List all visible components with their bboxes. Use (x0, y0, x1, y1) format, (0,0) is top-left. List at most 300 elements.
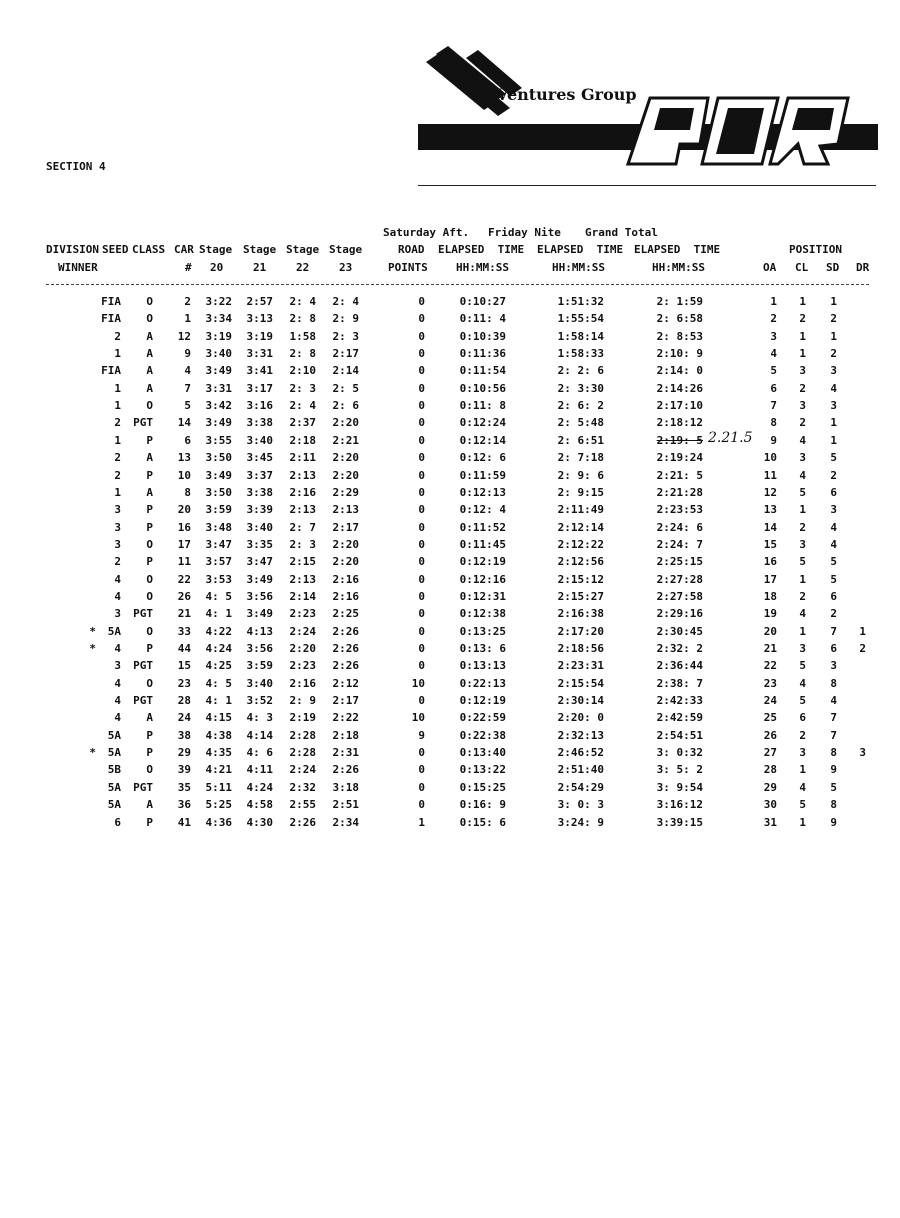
cell-fri: 2:17:20 (557, 625, 604, 638)
header-rule (418, 185, 876, 186)
cell-cls: O (146, 538, 153, 551)
cell-pts: 0 (418, 642, 425, 655)
cell-s21: 3:17 (246, 382, 273, 395)
cell-s20: 4:36 (205, 816, 232, 829)
header-hms-fri: HH:MM:SS (552, 261, 605, 274)
cell-cl: 3 (799, 451, 806, 464)
cell-s20: 3:31 (205, 382, 232, 395)
cell-cl: 4 (799, 677, 806, 690)
cell-car: 22 (177, 573, 191, 586)
cell-s21: 3:35 (246, 538, 273, 551)
cell-sat: 0:10:56 (459, 382, 506, 395)
cell-div: 1 (114, 434, 121, 447)
cell-cls: P (146, 555, 153, 568)
cell-car: 36 (177, 798, 191, 811)
cell-cls: O (146, 295, 153, 308)
cell-s23: 2:51 (332, 798, 359, 811)
cell-fri: 1:58:33 (557, 347, 604, 360)
cell-car: 24 (177, 711, 191, 724)
cell-sd: 1 (830, 295, 837, 308)
cell-s20: 3:57 (205, 555, 232, 568)
cell-tot: 2:23:53 (656, 503, 703, 516)
cell-fri: 2: 6: 2 (557, 399, 604, 412)
header-class: CLASS (132, 243, 166, 256)
cell-cl: 4 (799, 469, 806, 482)
cell-oa: 9 (770, 434, 777, 447)
cell-s22: 2:13 (289, 503, 316, 516)
cell-div: 4 (114, 711, 121, 724)
cell-tot: 2:54:51 (656, 729, 703, 742)
logo-text: Ventures Group (496, 85, 637, 104)
cell-m: * (89, 642, 96, 655)
cell-s22: 2: 9 (289, 694, 316, 707)
cell-s21: 3:52 (246, 694, 273, 707)
cell-tot: 2:19:24 (656, 451, 703, 464)
header-hms-sat: HH:MM:SS (456, 261, 509, 274)
cell-pts: 0 (418, 607, 425, 620)
cell-s22: 2:28 (289, 746, 316, 759)
header-position: POSITION (789, 243, 842, 256)
cell-sd: 9 (830, 816, 837, 829)
cell-fri: 1:55:54 (557, 312, 604, 325)
cell-car: 21 (177, 607, 191, 620)
cell-s21: 3:16 (246, 399, 273, 412)
cell-cl: 3 (799, 746, 806, 759)
header-grand-total: Grand Total (585, 226, 658, 239)
cell-sat: 0:11:59 (459, 469, 506, 482)
header-elapsed-fri: ELAPSED TIME (537, 243, 624, 256)
cell-oa: 11 (763, 469, 777, 482)
cell-s23: 2:20 (332, 538, 359, 551)
cell-s22: 2:24 (289, 763, 316, 776)
cell-pts: 10 (411, 711, 425, 724)
cell-car: 14 (177, 416, 191, 429)
cell-cls: A (146, 711, 153, 724)
cell-s23: 2:16 (332, 573, 359, 586)
header-stage20: Stage (199, 243, 233, 256)
cell-tot: 2:14: 0 (656, 364, 703, 377)
cell-car: 23 (177, 677, 191, 690)
cell-oa: 29 (763, 781, 777, 794)
cell-oa: 2 (770, 312, 777, 325)
cell-s23: 2: 9 (332, 312, 359, 325)
cell-oa: 22 (763, 659, 777, 672)
cell-sd: 5 (830, 451, 837, 464)
cell-cls: P (146, 642, 153, 655)
cell-s20: 3:49 (205, 364, 232, 377)
cell-cls: PGT (133, 659, 153, 672)
cell-cl: 5 (799, 798, 806, 811)
cell-fri: 1:51:32 (557, 295, 604, 308)
cell-tot: 2:14:26 (656, 382, 703, 395)
cell-pts: 0 (418, 763, 425, 776)
header-stage23: Stage (329, 243, 363, 256)
cell-s20: 4: 1 (205, 607, 232, 620)
cell-div: 5A (107, 798, 121, 811)
header-saturday: Saturday Aft. (383, 226, 470, 239)
cell-div: 1 (114, 382, 121, 395)
cell-s22: 2:26 (289, 816, 316, 829)
cell-cls: P (146, 434, 153, 447)
cell-s20: 4: 5 (205, 677, 232, 690)
cell-car: 12 (177, 330, 191, 343)
cell-oa: 27 (763, 746, 777, 759)
cell-s23: 2:12 (332, 677, 359, 690)
cell-sat: 0:13:22 (459, 763, 506, 776)
cell-sd: 8 (830, 746, 837, 759)
cell-cl: 2 (799, 729, 806, 742)
header-friday: Friday Nite (488, 226, 561, 239)
cell-s23: 2:14 (332, 364, 359, 377)
cell-cls: O (146, 763, 153, 776)
cell-sat: 0:12:14 (459, 434, 506, 447)
cell-fri: 2: 5:48 (557, 416, 604, 429)
cell-car: 28 (177, 694, 191, 707)
cell-fri: 1:58:14 (557, 330, 604, 343)
cell-fri: 2:18:56 (557, 642, 604, 655)
cell-car: 20 (177, 503, 191, 516)
cell-s20: 3:59 (205, 503, 232, 516)
cell-tot: 2:21:28 (656, 486, 703, 499)
cell-cls: PGT (133, 607, 153, 620)
cell-s21: 3:49 (246, 607, 273, 620)
header-cl: CL (795, 261, 809, 274)
cell-tot: 2:27:58 (656, 590, 703, 603)
cell-s21: 3:45 (246, 451, 273, 464)
cell-car: 10 (177, 469, 191, 482)
cell-oa: 23 (763, 677, 777, 690)
cell-s22: 2: 8 (289, 347, 316, 360)
cell-sd: 1 (830, 416, 837, 429)
cell-s23: 2:22 (332, 711, 359, 724)
cell-sd: 3 (830, 659, 837, 672)
cell-s21: 3:40 (246, 677, 273, 690)
cell-sat: 0:11:54 (459, 364, 506, 377)
cell-s21: 3:47 (246, 555, 273, 568)
header-hash: # (185, 261, 192, 274)
cell-fri: 2: 9: 6 (557, 469, 604, 482)
cell-fri: 2:15:54 (557, 677, 604, 690)
cell-sd: 4 (830, 694, 837, 707)
cell-s22: 2:15 (289, 555, 316, 568)
cell-cls: A (146, 347, 153, 360)
cell-cl: 4 (799, 781, 806, 794)
cell-s20: 3:55 (205, 434, 232, 447)
cell-s20: 5:11 (205, 781, 232, 794)
header-stage21: Stage (243, 243, 277, 256)
cell-oa: 10 (763, 451, 777, 464)
cell-cl: 4 (799, 607, 806, 620)
cell-cls: P (146, 469, 153, 482)
cell-s21: 4:30 (246, 816, 273, 829)
cell-s23: 2:13 (332, 503, 359, 516)
cell-oa: 12 (763, 486, 777, 499)
header-stage22: Stage (286, 243, 320, 256)
cell-pts: 0 (418, 503, 425, 516)
cell-tot: 2:32: 2 (656, 642, 703, 655)
cell-sd: 7 (830, 729, 837, 742)
cell-s21: 3:31 (246, 347, 273, 360)
cell-pts: 0 (418, 312, 425, 325)
cell-cls: PGT (133, 781, 153, 794)
cell-sd: 1 (830, 434, 837, 447)
cell-s21: 4:58 (246, 798, 273, 811)
cell-sd: 5 (830, 555, 837, 568)
cell-s23: 2: 4 (332, 295, 359, 308)
cell-fri: 2:32:13 (557, 729, 604, 742)
cell-s21: 4:14 (246, 729, 273, 742)
cell-s22: 2:13 (289, 469, 316, 482)
cell-div: 4 (114, 590, 121, 603)
cell-cls: A (146, 486, 153, 499)
cell-pts: 0 (418, 451, 425, 464)
cell-s20: 3:34 (205, 312, 232, 325)
cell-fri: 2:54:29 (557, 781, 604, 794)
cell-cl: 2 (799, 416, 806, 429)
cell-div: 2 (114, 469, 121, 482)
cell-cls: A (146, 382, 153, 395)
cell-cls: O (146, 677, 153, 690)
cell-sd: 9 (830, 763, 837, 776)
cell-car: 44 (177, 642, 191, 655)
cell-tot: 3: 0:32 (656, 746, 703, 759)
cell-sd: 5 (830, 781, 837, 794)
cell-s23: 2:26 (332, 625, 359, 638)
cell-pts: 0 (418, 330, 425, 343)
cell-cls: P (146, 521, 153, 534)
cell-cl: 3 (799, 364, 806, 377)
header-divider (46, 284, 869, 285)
cell-s22: 2:20 (289, 642, 316, 655)
header-elapsed-total: ELAPSED TIME (634, 243, 721, 256)
cell-fri: 2:51:40 (557, 763, 604, 776)
cell-div: 2 (114, 416, 121, 429)
cell-div: 3 (114, 503, 121, 516)
cell-pts: 0 (418, 486, 425, 499)
cell-oa: 3 (770, 330, 777, 343)
cell-s21: 3:56 (246, 590, 273, 603)
cell-fri: 2:11:49 (557, 503, 604, 516)
cell-sd: 6 (830, 590, 837, 603)
cell-s23: 2:26 (332, 642, 359, 655)
cell-sd: 7 (830, 711, 837, 724)
cell-s21: 3:59 (246, 659, 273, 672)
cell-cls: P (146, 746, 153, 759)
cell-div: 5B (107, 763, 121, 776)
cell-s20: 3:53 (205, 573, 232, 586)
cell-s23: 2:34 (332, 816, 359, 829)
cell-pts: 0 (418, 521, 425, 534)
cell-oa: 15 (763, 538, 777, 551)
cell-s21: 3:41 (246, 364, 273, 377)
cell-s20: 3:40 (205, 347, 232, 360)
cell-s21: 2:57 (246, 295, 273, 308)
cell-pts: 0 (418, 364, 425, 377)
header-points: POINTS (388, 261, 428, 274)
cell-oa: 19 (763, 607, 777, 620)
cell-sat: 0:12:13 (459, 486, 506, 499)
cell-cls: P (146, 729, 153, 742)
cell-car: 4 (184, 364, 191, 377)
cell-cl: 1 (799, 503, 806, 516)
header-division: DIVISION (46, 243, 99, 256)
cell-div: 5A (107, 746, 121, 759)
cell-cl: 3 (799, 642, 806, 655)
cell-s23: 2:17 (332, 347, 359, 360)
cell-sat: 0:12: 6 (459, 451, 506, 464)
cell-dr: 2 (859, 642, 866, 655)
header-hms-total: HH:MM:SS (652, 261, 705, 274)
cell-sat: 0:12:19 (459, 694, 506, 707)
cell-s21: 3:56 (246, 642, 273, 655)
cell-cls: O (146, 399, 153, 412)
cell-fri: 3:24: 9 (557, 816, 604, 829)
cell-pts: 1 (418, 816, 425, 829)
cell-pts: 0 (418, 625, 425, 638)
cell-car: 2 (184, 295, 191, 308)
cell-s23: 2:25 (332, 607, 359, 620)
cell-oa: 16 (763, 555, 777, 568)
cell-sd: 7 (830, 625, 837, 638)
cell-fri: 2:46:52 (557, 746, 604, 759)
header-seed: SEED (102, 243, 129, 256)
cell-tot: 2:24: 6 (656, 521, 703, 534)
cell-oa: 8 (770, 416, 777, 429)
cell-fri: 2:30:14 (557, 694, 604, 707)
cell-fri: 3: 0: 3 (557, 798, 604, 811)
cell-car: 41 (177, 816, 191, 829)
header-sd: SD (826, 261, 840, 274)
cell-s20: 3:22 (205, 295, 232, 308)
cell-m: * (89, 625, 96, 638)
cell-s20: 3:49 (205, 416, 232, 429)
cell-s22: 2:55 (289, 798, 316, 811)
cell-fri: 2: 2: 6 (557, 364, 604, 377)
cell-s21: 3:19 (246, 330, 273, 343)
cell-tot: 2:10: 9 (656, 347, 703, 360)
cell-oa: 7 (770, 399, 777, 412)
cell-s21: 4:24 (246, 781, 273, 794)
cell-div: 5A (107, 729, 121, 742)
cell-sd: 3 (830, 364, 837, 377)
cell-cls: PGT (133, 694, 153, 707)
cell-car: 7 (184, 382, 191, 395)
cell-s22: 2: 4 (289, 399, 316, 412)
cell-cls: O (146, 590, 153, 603)
header-elapsed-sat: ELAPSED TIME (438, 243, 525, 256)
cell-s23: 3:18 (332, 781, 359, 794)
cell-s22: 2:37 (289, 416, 316, 429)
cell-div: 4 (114, 694, 121, 707)
cell-tot: 3: 5: 2 (656, 763, 703, 776)
cell-sd: 4 (830, 521, 837, 534)
cell-oa: 24 (763, 694, 777, 707)
cell-cls: A (146, 798, 153, 811)
cell-car: 5 (184, 399, 191, 412)
cell-s21: 3:40 (246, 434, 273, 447)
cell-sd: 6 (830, 486, 837, 499)
cell-s21: 3:40 (246, 521, 273, 534)
cell-cl: 1 (799, 816, 806, 829)
cell-tot: 2:21: 5 (656, 469, 703, 482)
cell-s22: 2:24 (289, 625, 316, 638)
cell-s20: 4:21 (205, 763, 232, 776)
cell-s22: 2:28 (289, 729, 316, 742)
cell-s22: 2: 4 (289, 295, 316, 308)
cell-s22: 2: 8 (289, 312, 316, 325)
cell-car: 38 (177, 729, 191, 742)
cell-car: 35 (177, 781, 191, 794)
cell-sd: 1 (830, 330, 837, 343)
cell-div: 6 (114, 816, 121, 829)
cell-div: FIA (101, 295, 121, 308)
cell-fri: 2:15:27 (557, 590, 604, 603)
cell-cl: 1 (799, 625, 806, 638)
cell-sat: 0:13:13 (459, 659, 506, 672)
cell-sd: 3 (830, 399, 837, 412)
cell-div: 3 (114, 659, 121, 672)
cell-oa: 4 (770, 347, 777, 360)
cell-cl: 4 (799, 434, 806, 447)
cell-oa: 31 (763, 816, 777, 829)
cell-s22: 2:19 (289, 711, 316, 724)
cell-sat: 0:12:31 (459, 590, 506, 603)
cell-s21: 4: 6 (246, 746, 273, 759)
cell-sat: 0:13:40 (459, 746, 506, 759)
cell-cl: 2 (799, 590, 806, 603)
cell-sat: 0:12:16 (459, 573, 506, 586)
header-20: 20 (210, 261, 224, 274)
cell-cl: 2 (799, 312, 806, 325)
cell-sd: 8 (830, 798, 837, 811)
cell-div: 4 (114, 573, 121, 586)
cell-cl: 1 (799, 573, 806, 586)
cell-cl: 2 (799, 521, 806, 534)
cell-div: 4 (114, 642, 121, 655)
cell-cl: 5 (799, 555, 806, 568)
cell-s21: 3:39 (246, 503, 273, 516)
cell-div: 1 (114, 347, 121, 360)
cell-pts: 0 (418, 798, 425, 811)
header-car: CAR (174, 243, 194, 256)
cell-s22: 2: 7 (289, 521, 316, 534)
cell-s20: 3:19 (205, 330, 232, 343)
cell-div: 1 (114, 399, 121, 412)
cell-fri: 2:16:38 (557, 607, 604, 620)
cell-div: 2 (114, 451, 121, 464)
cell-fri: 2:12:56 (557, 555, 604, 568)
cell-s22: 2:16 (289, 677, 316, 690)
cell-div: 2 (114, 330, 121, 343)
cell-tot: 2:42:59 (656, 711, 703, 724)
cell-tot: 2:19: 5 (656, 434, 703, 447)
cell-fri: 2:12:14 (557, 521, 604, 534)
cell-s23: 2:18 (332, 729, 359, 742)
cell-car: 1 (184, 312, 191, 325)
cell-tot: 2:24: 7 (656, 538, 703, 551)
cell-s23: 2:20 (332, 469, 359, 482)
cell-sd: 2 (830, 312, 837, 325)
cell-s20: 4: 1 (205, 694, 232, 707)
cell-fri: 2:15:12 (557, 573, 604, 586)
cell-car: 11 (177, 555, 191, 568)
cell-fri: 2:23:31 (557, 659, 604, 672)
cell-cl: 5 (799, 694, 806, 707)
cell-cls: P (146, 816, 153, 829)
cell-cl: 2 (799, 382, 806, 395)
cell-sat: 0:16: 9 (459, 798, 506, 811)
cell-car: 9 (184, 347, 191, 360)
